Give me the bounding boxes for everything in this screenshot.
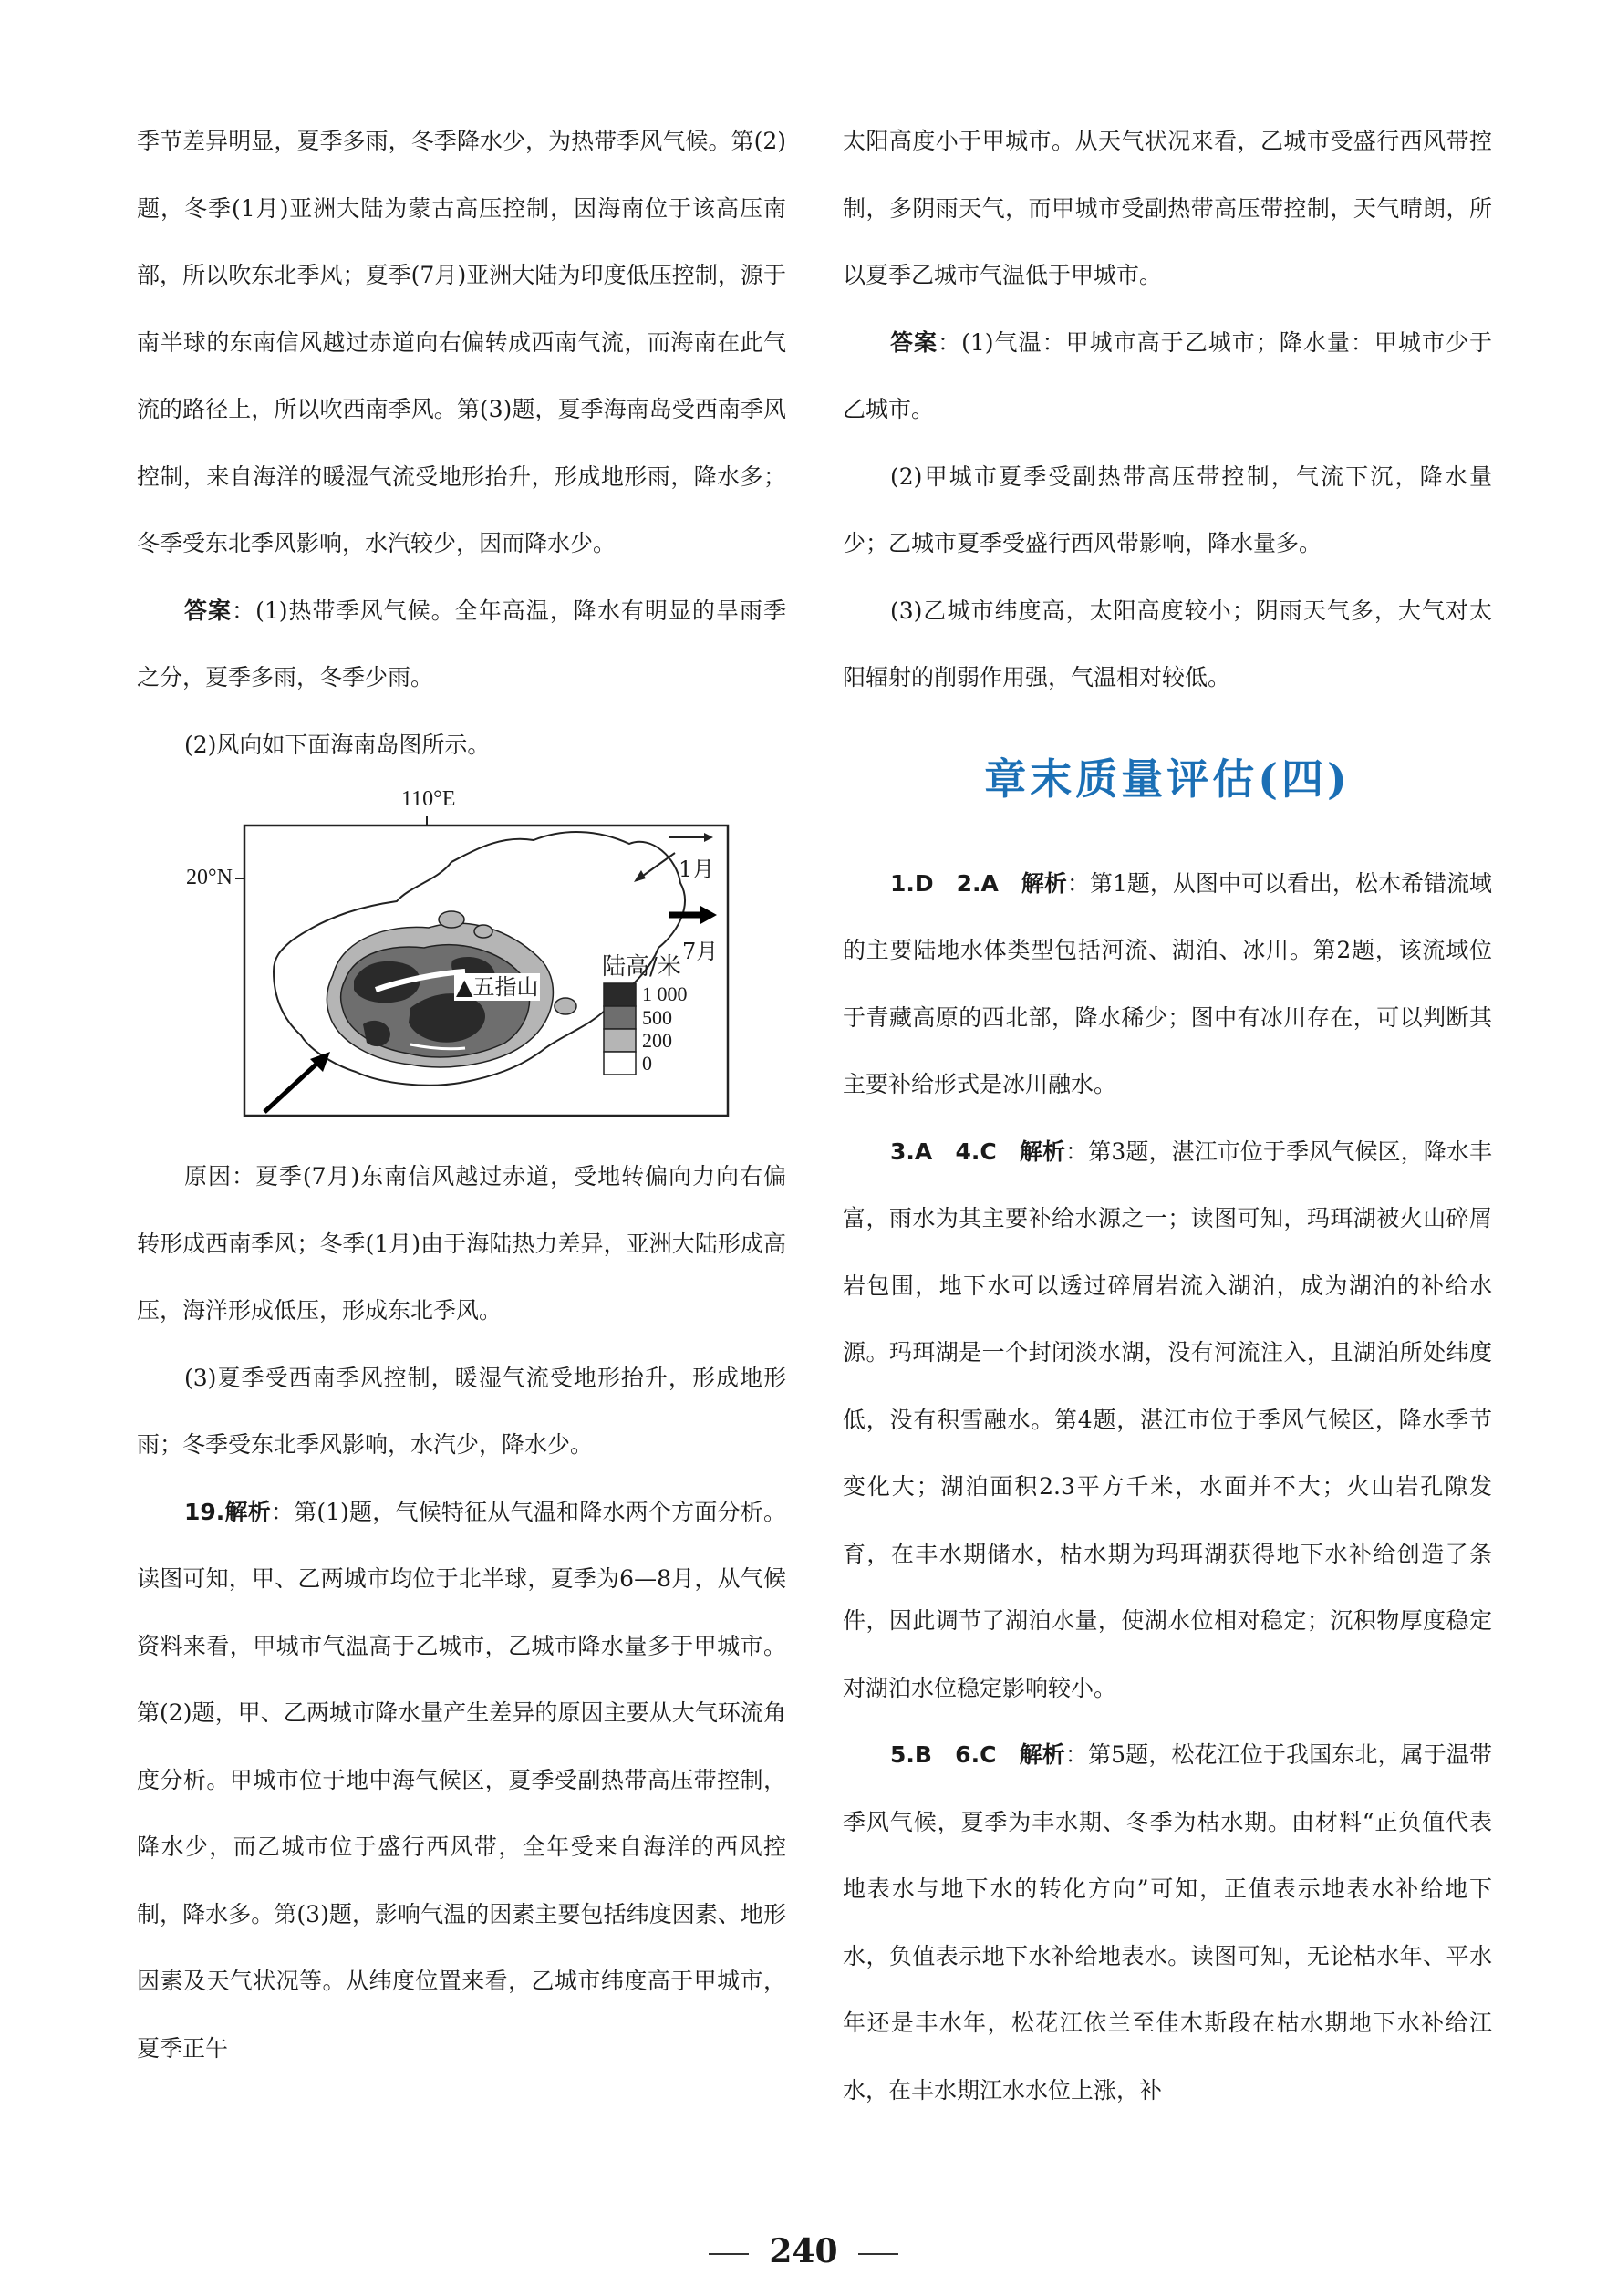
- analysis-label: 解析: [1021, 869, 1067, 897]
- footer-dash-right: [858, 2253, 898, 2255]
- q19-paragraph: [137, 1479, 786, 2083]
- reason-paragraph: 原因：夏季(7月)东南信风越过赤道，受地转偏向力向右偏转形成西南季风；冬季(1月)由于海陆热力差异，亚洲大陆形成高压，海洋形成低压，形成东北季风。: [137, 1163, 786, 1324]
- legend-label-200: 200: [642, 1029, 672, 1052]
- answer-paragraph: [137, 577, 786, 712]
- analysis-label: 解析: [1019, 1741, 1065, 1768]
- answer-label: 答案: [890, 328, 938, 356]
- page-footer: [0, 2233, 1607, 2270]
- legend-label-500: 500: [642, 1006, 672, 1029]
- legend-swatch-0: [604, 1052, 636, 1075]
- analysis-label: 解析: [1019, 1138, 1066, 1165]
- legend-label-0: 0: [642, 1052, 652, 1075]
- left-column: [137, 108, 786, 2082]
- legend-swatch-500: [604, 1006, 636, 1029]
- question-numbers: 5.B 6.C: [890, 1741, 1020, 1768]
- right-column: [843, 108, 1492, 2124]
- wuzhi-mountain-label: [454, 973, 540, 1001]
- analysis-text: ：第1题，从图中可以看出，松木希错流域的主要陆地水体类型包括河流、湖泊、冰川。第2题，该流域位于青藏高原的西北部，降水稀少；图中有冰川存在，可以判断其主要补给形式是冰川融水。: [843, 869, 1492, 1097]
- analysis-text: ：第5题，松花江位于我国东北，属于温带季风气候，夏季为丰水期、冬季为枯水期。由材料“正负值代表地表水与地下水的转化方向”可知，正值表示地表水补给地下水，负值表示地下水补给地表水。读图可知，无论枯水年、平水年还是丰水年，松花江依兰至佳木斯段在枯水期地下水补给江水，在丰水期江水水位上涨，补: [843, 1741, 1492, 2104]
- question-item: [843, 850, 1492, 1118]
- answer-label: 答案: [184, 597, 233, 624]
- question-numbers: 1.D 2.A: [890, 869, 1021, 897]
- legend-swatch-200: [604, 1029, 636, 1052]
- question-item: [843, 1721, 1492, 2124]
- answer-paragraph: (3)乙城市纬度高，太阳高度较小；阴雨天气多，大气对太阳辐射的削弱作用强，气温相对较低。: [843, 597, 1492, 691]
- footer-dash-left: [709, 2253, 749, 2255]
- lat-label: 20°N: [186, 866, 233, 889]
- answer-paragraph: (2)风向如下面海南岛图所示。: [184, 731, 491, 758]
- q19-text: ：第(1)题，气候特征从气温和降水两个方面分析。读图可知，甲、乙两城市均位于北半球，夏季为6—8月，从气候资料来看，甲城市气温高于乙城市，乙城市降水量多于甲城市。第(2)题，甲、乙两城市降水量产生差异的原因主要从大气环流角度分析。甲城市位于地中海气候区，夏季受副热带高压带控制，降水少，而乙城市位于盛行西风带，全年受来自海洋的西风控制，降水多。第(3)题，影响气温的因素主要包括纬度因素、地形因素及天气状况等。从纬度位置来看，乙城市纬度高于甲城市，夏季正午: [137, 1498, 786, 2062]
- question-numbers: 3.A 4.C: [890, 1138, 1020, 1165]
- answer-paragraph: (3)夏季受西南季风控制，暖湿气流受地形抬升，形成地形雨；冬季受东北季风影响，水汽少，降水少。: [137, 1364, 786, 1458]
- legend-label-1000: 1 000: [642, 982, 688, 1005]
- mountain-text: ▲五指山: [456, 974, 539, 1000]
- paragraph: 季节差异明显，夏季多雨，冬季降水少，为热带季风气候。第(2)题，冬季(1月)亚洲大陆为蒙古高压控制，因海南位于该高压南部，所以吹东北季风；夏季(7月)亚洲大陆为印度低压控制，源于南半球的东南信风越过赤道向右偏转成西南气流，而海南在此气流的路径上，所以吹西南季风。第(3)题，夏季海南岛受西南季风控制，来自海洋的暖湿气流受地形抬升，形成地形雨，降水多；冬季受东北季风影响，水汽较少，因而降水少。: [137, 128, 786, 556]
- answer-text: ：(1)气温：甲城市高于乙城市；降水量：甲城市少于乙城市。: [843, 328, 1492, 422]
- answer-paragraph: (2)甲城市夏季受副热带高压带控制，气流下沉，降水量少；乙城市夏季受盛行西风带影响，降水量多。: [843, 462, 1492, 556]
- answer-text: ：(1)热带季风气候。全年高温，降水有明显的旱雨季之分，夏季多雨，冬季少雨。: [137, 597, 786, 691]
- hainan-map-figure: [137, 778, 786, 1143]
- jan-label: 1月: [679, 857, 715, 882]
- question-item: [843, 1118, 1492, 1722]
- jul-wind-arrow: [264, 1057, 324, 1112]
- legend-jul-arrowhead: [700, 906, 717, 924]
- q19-label: 19.解析: [184, 1498, 271, 1525]
- section-title: 章末质量评估(四): [984, 753, 1351, 804]
- legend-swatch-1000: [604, 983, 636, 1006]
- analysis-text: ：第3题，湛江市位于季风气候区，降水丰富，雨水为其主要补给水源之一；读图可知，玛珥湖被火山碎屑岩包围，地下水可以透过碎屑岩流入湖泊，成为湖泊的补给水源。玛珥湖是一个封闭淡水湖，没有河流注入，且湖泊所处纬度低，没有积雪融水。第4题，湛江市位于季风气候区，降水季节变化大；湖泊面积2.3平方千米，水面并不大；火山岩孔隙发育，在丰水期储水，枯水期为玛珥湖获得地下水补给创造了条件，因此调节了湖泊水量，使湖水位相对稳定；沉积物厚度稳定对湖泊水位稳定影响较小。: [843, 1138, 1492, 1701]
- lon-label: 110°E: [401, 787, 456, 811]
- answer-paragraph: [843, 309, 1492, 443]
- jul-label: 7月: [682, 939, 719, 964]
- legend-title: 陆高/米: [602, 953, 681, 981]
- legend-jan-arrowhead: [704, 833, 713, 842]
- paragraph: 太阳高度小于甲城市。从天气状况来看，乙城市受盛行西风带控制，多阴雨天气，而甲城市受副热带高压带控制，天气晴朗，所以夏季乙城市气温低于甲城市。: [843, 128, 1492, 288]
- page-number: 240: [769, 2232, 838, 2270]
